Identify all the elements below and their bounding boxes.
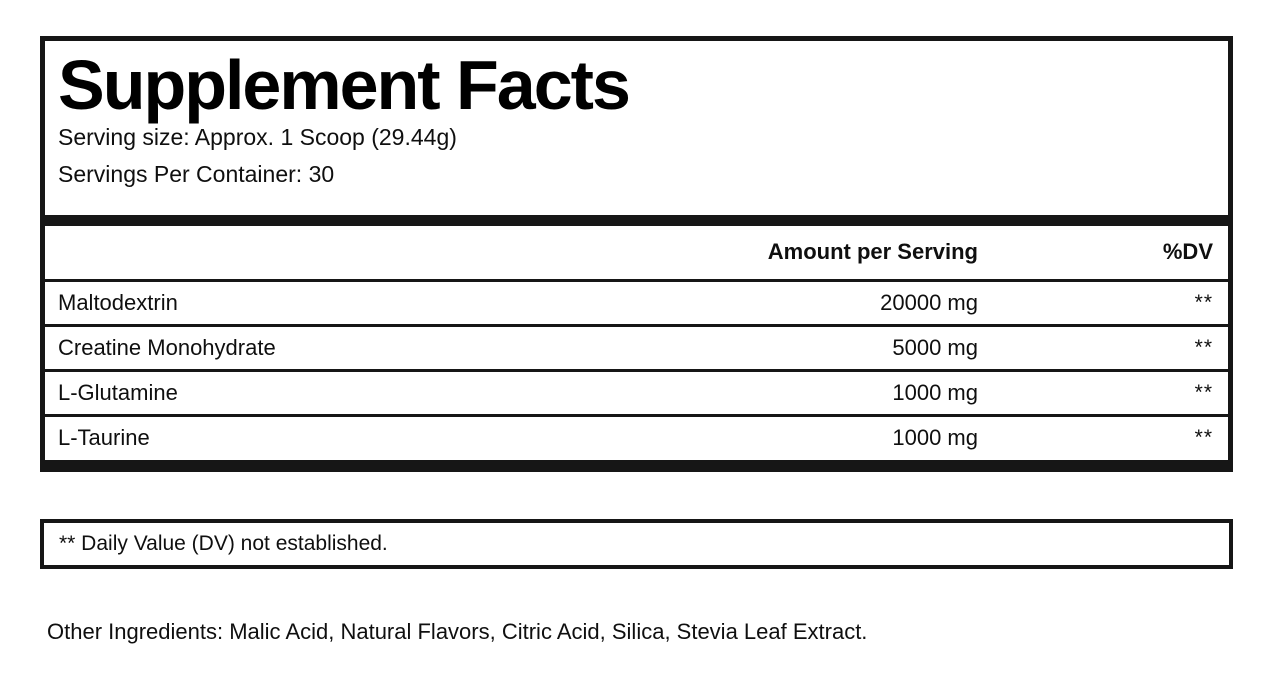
ingredient-amount: 20000 mg	[558, 280, 978, 325]
ingredient-dv: **	[978, 280, 1228, 325]
table-header-row	[45, 226, 1228, 280]
supplement-facts-panel	[40, 36, 1233, 472]
header-separator-bar	[45, 215, 1228, 226]
ingredient-amount: 1000 mg	[558, 415, 978, 460]
ingredient-amount: 5000 mg	[558, 325, 978, 370]
ingredient-dv: **	[978, 370, 1228, 415]
table-row	[45, 415, 1228, 460]
ingredient-name: Creatine Monohydrate	[45, 325, 558, 370]
table-header	[45, 226, 1228, 280]
panel-header	[45, 41, 1228, 215]
table-body	[45, 280, 1228, 460]
ingredient-name: L-Glutamine	[45, 370, 558, 415]
daily-value-footnote-text: ** Daily Value (DV) not established.	[59, 532, 388, 555]
panel-title: Supplement Facts	[58, 46, 629, 124]
label-wrapper	[40, 36, 1233, 645]
ingredient-name: L-Taurine	[45, 415, 558, 460]
column-header-amount-per-serving: Amount per Serving	[767, 239, 978, 265]
ingredient-dv: **	[978, 325, 1228, 370]
table-row	[45, 280, 1228, 325]
column-header-percent-dv: %DV	[1162, 239, 1213, 265]
ingredient-amount: 1000 mg	[558, 370, 978, 415]
table-row	[45, 370, 1228, 415]
column-header-name	[45, 226, 558, 280]
ingredient-name: Maltodextrin	[45, 280, 558, 325]
servings-per-container-text: Servings Per Container: 30	[58, 161, 335, 187]
serving-size-text: Serving size: Approx. 1 Scoop (29.44g)	[58, 124, 457, 150]
supplement-facts-table	[45, 226, 1228, 460]
table-row	[45, 325, 1228, 370]
ingredient-dv: **	[978, 415, 1228, 460]
daily-value-footnote-box	[40, 519, 1233, 569]
other-ingredients-text: Other Ingredients: Malic Acid, Natural Flavors, Citric Acid, Silica, Stevia Leaf Extract.	[47, 619, 868, 644]
